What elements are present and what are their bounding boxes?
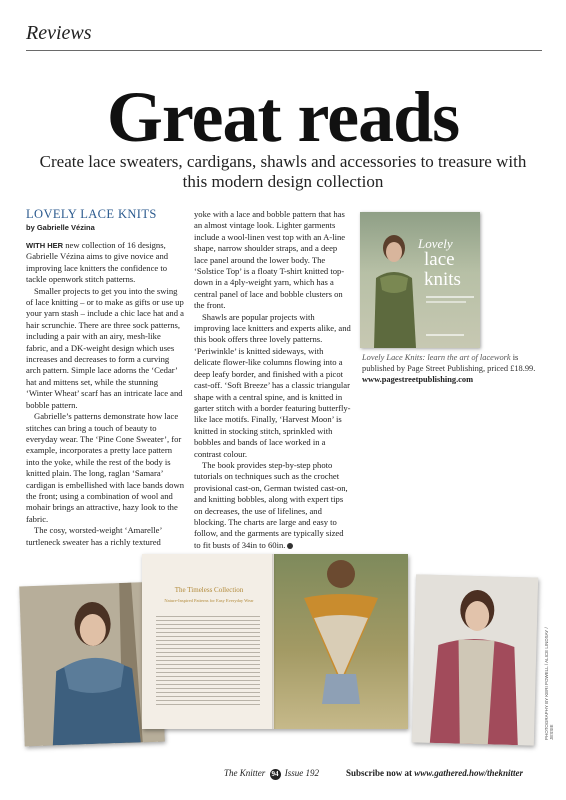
book-cover-image <box>360 212 480 348</box>
cover-subtitle-line <box>426 296 474 298</box>
photo-credit: PHOTOGRAPHY BY KERI POWELL / ALICE LINDSAY / JESSIE <box>544 627 554 740</box>
cover-title-lace-knits <box>424 250 461 290</box>
caption-text: is published by Page Street Publishing, priced £18.99. <box>362 353 536 373</box>
spread-body-text <box>156 616 260 706</box>
photo-pink-cardigan <box>412 574 538 745</box>
cover-title-lace: lace <box>424 249 455 270</box>
paragraph-1-text: new collection of 16 designs, Gabrielle Vézina aims to give novice and improving lace knitters the confidence to tackle openwork stitch patterns. <box>26 240 169 285</box>
page-subtitle: Create lace sweaters, cardigans, shawls and accessories to treasure with this modern design collection <box>39 152 527 191</box>
footer-subscribe <box>346 768 523 778</box>
paragraph-5: Shawls are popular projects with improving lace knitters and experts alike, and this book offers three lovely patterns. ‘Periwinkle’ is knitted sideways, with delicate flower-like columns flowing into a deep leafy border, and finished with a picot cast-off. ‘Soft Breeze’ has a classic triangular shape with a central spine, and is knitted in garter stitch with a border featuring butterfly-like lace motifs. Finally, ‘Harvest Moon’ is knitted in stocking stitch, sprinkled with bobbles and bands of lace worked in a contrast colour. <box>194 311 351 459</box>
page-title: Great reads <box>106 77 460 157</box>
article-column-1 <box>26 240 185 548</box>
paragraph-3: Gabrielle’s patterns demonstrate how lace stitches can bring a touch of beauty to everyday wear. The ‘Pine Cone Sweater’, for example, incorporates a pretty lace pattern into the yoke, while the rest of the body is knitted plain. The long, raglan ‘Samara’ cardigan is embellished with lace bands down the front; using a combination of wool and mohair brings an attractive, hazy look to the fabric. <box>26 411 184 524</box>
spread-right-page <box>274 554 408 729</box>
spread-page-heading: The Timeless Collection <box>174 586 244 594</box>
spread-gutter <box>272 554 276 729</box>
photo-shawl-art <box>274 554 408 729</box>
footer-subscribe-text: Subscribe now at <box>346 768 415 778</box>
article-byline: by Gabrielle Vézina <box>26 223 95 232</box>
spread-page-subheading: Nature-Inspired Patterns for Easy Everyday Wear <box>164 598 254 603</box>
spread-left-page <box>142 554 274 729</box>
photo-montage <box>20 552 540 752</box>
section-label: Reviews <box>26 22 92 44</box>
footer-magazine-name: The Knitter <box>224 768 266 778</box>
cover-title-lovely: Lovely <box>418 236 453 251</box>
footer-page-number: 94 <box>271 770 279 778</box>
footer-subscribe-link[interactable]: www.gathered.how/theknitter <box>414 768 523 778</box>
lead-in: WITH HER <box>26 241 64 250</box>
book-caption <box>362 352 542 385</box>
footer-issue: Issue 192 <box>284 768 320 778</box>
cover-title-knits: knits <box>424 269 461 290</box>
paragraph-1 <box>26 240 185 286</box>
paragraph-2: Smaller projects to get you into the swing of lace knitting – or to make as gifts or use up your yarn stash – include a chic lace hat and a hair scrunchie. There are three sock patterns, including a pair with an airy, mesh-like fabric, and a DK-weight design which uses increases and decreases to form a curving arch pattern. Simple lace adorns the ‘Cedar’ hat and mittens set, while the stunning ‘Winter Wheat’ scarf has an intricate lace and bobble pattern. <box>26 285 184 410</box>
article-column-2 <box>194 209 352 551</box>
section-divider <box>26 50 542 51</box>
cover-author-line <box>426 334 464 336</box>
paragraph-4-continued: yoke with a lace and bobble pattern that has an almost vintage look. Lighter garments include a wool-linen vest top with an A-line shape, narrow shoulder straps, and a deep lace panel around the lower body. The ‘Solstice Top’ is a floaty T-shirt knitted top-down in a 4ply-weight yarn, which has a central panel of lace and bobble clusters on the front. <box>194 209 346 311</box>
end-mark-icon <box>287 543 293 549</box>
article-heading: LOVELY LACE KNITS <box>26 207 157 221</box>
paragraph-4: The cosy, worsted-weight ‘Amarelle’ turtleneck sweater has a richly textured <box>26 525 162 547</box>
cover-model-figure <box>368 226 420 348</box>
paragraph-6 <box>194 460 352 551</box>
cover-subtitle-line <box>426 301 466 303</box>
photo-pink-cardigan-art <box>412 574 538 745</box>
caption-title: Lovely Lace Knits: learn the art of lacework <box>362 353 511 362</box>
paragraph-6-text: The book provides step-by-step photo tutorials on techniques such as the crochet provisional cast-on, German twisted cast-on, and knitting bobbles, along with expert tips on decreases, the use of lifelines, and blocking. The charts are large and easy to follow, and the garments are typically sized to fit busts of 34in to 60in. <box>194 459 348 550</box>
photo-book-spread <box>142 554 408 729</box>
footer-magazine <box>224 768 319 780</box>
caption-url: www.pagestreetpublishing.com <box>362 375 474 384</box>
